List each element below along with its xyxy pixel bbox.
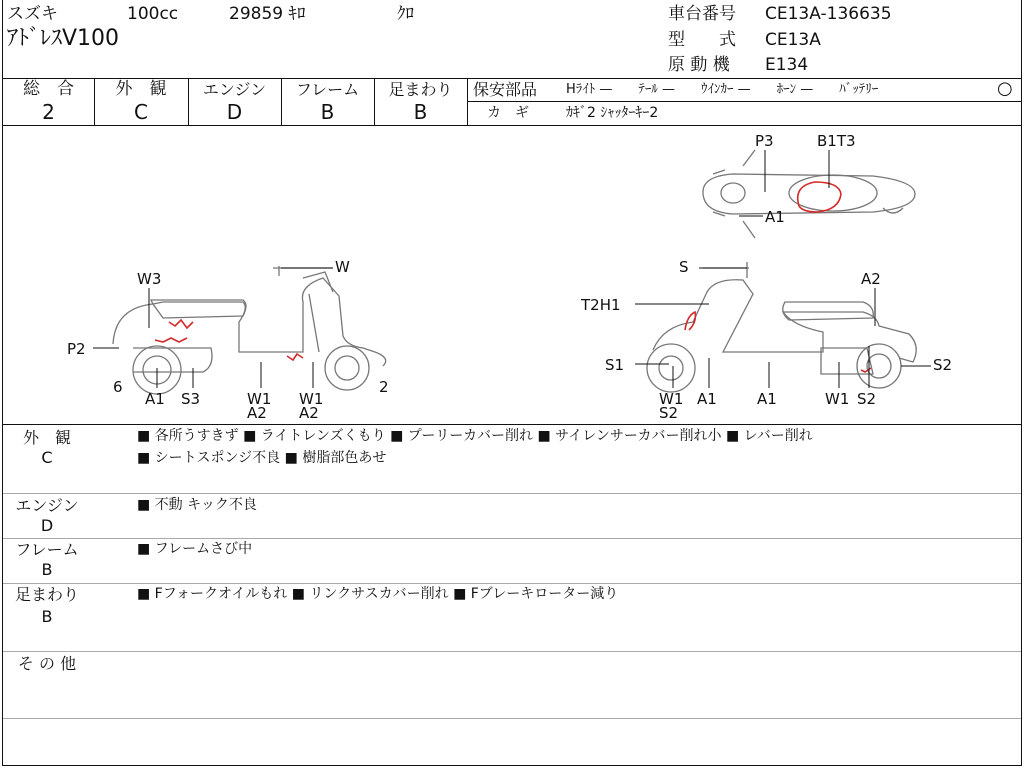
note-engine-label: エンジン: [15, 496, 79, 515]
diagram-label: S3: [181, 390, 201, 408]
diagram-label: A1: [765, 208, 785, 226]
grade-exterior-value: C: [134, 100, 148, 124]
safety-label: 保安部品: [473, 80, 538, 99]
diagram-label: A2: [247, 404, 267, 422]
maker: スズキ: [7, 4, 58, 24]
note-exterior-line: ■ 各所うすきず ■ ライトレンズくもり ■ プーリーカバー削れ ■ サイレンサーカバー削れ小 ■ レバー削れ: [137, 428, 813, 444]
model-name: ｱﾄﾞﾚｽV100: [7, 26, 120, 51]
battery-ok-mark: ○: [997, 78, 1013, 99]
divider: [3, 718, 1021, 719]
key-label: カ ギ: [487, 105, 529, 121]
diagram-label: 2: [379, 378, 389, 396]
grade-suspension-label: 足まわり: [388, 80, 453, 99]
grade-overall-label: 総 合: [23, 79, 74, 99]
diagram-label: S2: [659, 404, 679, 422]
divider: [467, 78, 468, 126]
damage-marks: [155, 182, 871, 372]
color: ｸﾛ: [397, 4, 414, 24]
grade-exterior-label: 外 観: [115, 79, 167, 99]
diagram-label: P2: [67, 340, 86, 358]
diagram-label: W3: [137, 270, 162, 288]
note-suspension-label: 足まわり: [14, 585, 79, 604]
note-frame-line: ■ フレームさび中: [137, 541, 253, 557]
diagram-label: S1: [605, 356, 625, 374]
frame-no: CE13A-136635: [765, 4, 892, 24]
diagram-label: A1: [697, 390, 717, 408]
note-engine-line: ■ 不動 キック不良: [137, 497, 257, 513]
displacement: 100cc: [127, 4, 179, 24]
note-suspension-grade: B: [41, 607, 53, 626]
grade-frame-value: B: [320, 100, 335, 124]
diagram-label: W1: [299, 390, 324, 408]
diagram-label: A1: [757, 390, 777, 408]
diagram-label: W: [335, 258, 350, 276]
grade-frame-label: フレーム: [295, 80, 360, 99]
diagram-label: 6: [113, 378, 123, 396]
safety-items: Hﾗｲﾄ — ﾃｰﾙ — ｳｲﾝｶｰ — ﾎｰﾝ — ﾊﾞｯﾃﾘｰ: [566, 82, 879, 97]
divider: [3, 651, 1021, 652]
diagram-label: S2: [857, 390, 877, 408]
note-exterior-grade: C: [41, 448, 53, 467]
note-exterior-line: ■ シートスポンジ不良 ■ 樹脂部色あせ: [137, 450, 387, 466]
grade-suspension-value: B: [413, 100, 428, 124]
damage-diagram: [3, 126, 1021, 424]
type-value: CE13A: [765, 30, 821, 50]
diagram-label: W1: [247, 390, 272, 408]
divider: [3, 493, 1021, 494]
diagram-label: B1T3: [817, 132, 856, 150]
inspection-sheet: [2, 0, 1022, 766]
grade-overall-value: 2: [42, 100, 55, 124]
divider: [3, 424, 1021, 425]
diagram-label: W1: [825, 390, 850, 408]
divider: [3, 583, 1021, 584]
diagram-label: A1: [145, 390, 165, 408]
divider: [3, 538, 1021, 539]
grade-engine-label: エンジン: [202, 80, 267, 99]
diagram-label: S: [679, 258, 689, 276]
frame-no-label: 車台番号: [668, 4, 736, 24]
scooter-top-view: [703, 150, 915, 238]
diagram-label: W1: [659, 390, 684, 408]
diagram-label: S2: [933, 356, 953, 374]
type-label: 型 式: [668, 30, 736, 50]
engine-label: 原 動 機: [668, 55, 730, 75]
note-exterior-label: 外 観: [22, 428, 71, 447]
note-frame-label: フレーム: [15, 540, 79, 559]
diagram-label: P3: [755, 132, 774, 150]
diagram-label: T2H1: [581, 296, 621, 314]
engine-value: E134: [765, 55, 809, 75]
note-frame-grade: B: [41, 560, 53, 579]
note-other-label: そ の 他: [17, 654, 77, 673]
grade-engine-value: D: [226, 100, 243, 124]
diagram-label: A2: [299, 404, 319, 422]
key-value: ｶｷﾞ2 ｼｬｯﾀｰｷｰ2: [566, 105, 659, 121]
note-engine-grade: D: [40, 516, 54, 535]
diagram-label: A2: [861, 270, 881, 288]
note-suspension-line: ■ Fフォークオイルもれ ■ リンクサスカバー削れ ■ Fブレーキローター減り: [137, 586, 619, 602]
divider: [467, 101, 1021, 102]
mileage: 29859 ｷﾛ: [229, 4, 306, 24]
